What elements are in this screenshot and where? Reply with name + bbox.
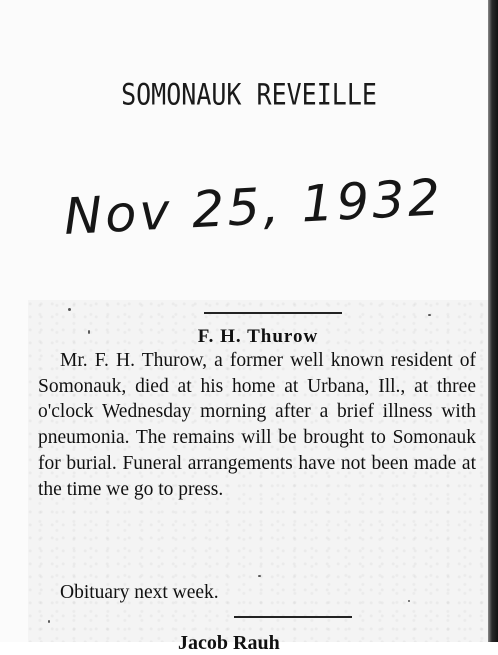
scan-speck bbox=[408, 600, 410, 602]
scan-speck bbox=[428, 314, 431, 316]
publication-header: SOMONAUK REVEILLE bbox=[121, 77, 377, 112]
scan-speck bbox=[258, 575, 261, 577]
article-title: F. H. Thurow bbox=[197, 326, 319, 347]
bottom-rule-divider bbox=[234, 616, 352, 618]
next-article-headline-cutoff bbox=[178, 630, 378, 654]
article-body: Mr. F. H. Thurow, a former well known resident of Somonauk, died at his home at Urbana, Ill., at three o'clock Wednesday morning after a brief illness with pneumonia. The remains will be brought to Somonauk for burial. Funeral arrangements have not been made at the time we go to press. bbox=[38, 350, 476, 500]
scan-speck bbox=[88, 330, 90, 334]
newspaper-clipping bbox=[28, 300, 488, 654]
next-article-title: Jacob Rauh bbox=[178, 632, 280, 654]
scan-speck bbox=[68, 308, 71, 311]
scan-speck bbox=[48, 620, 50, 623]
handwritten-date: Nov 25, 1932 bbox=[62, 168, 445, 246]
top-rule-divider bbox=[204, 312, 342, 314]
obituary-note: Obituary next week. bbox=[60, 582, 219, 603]
